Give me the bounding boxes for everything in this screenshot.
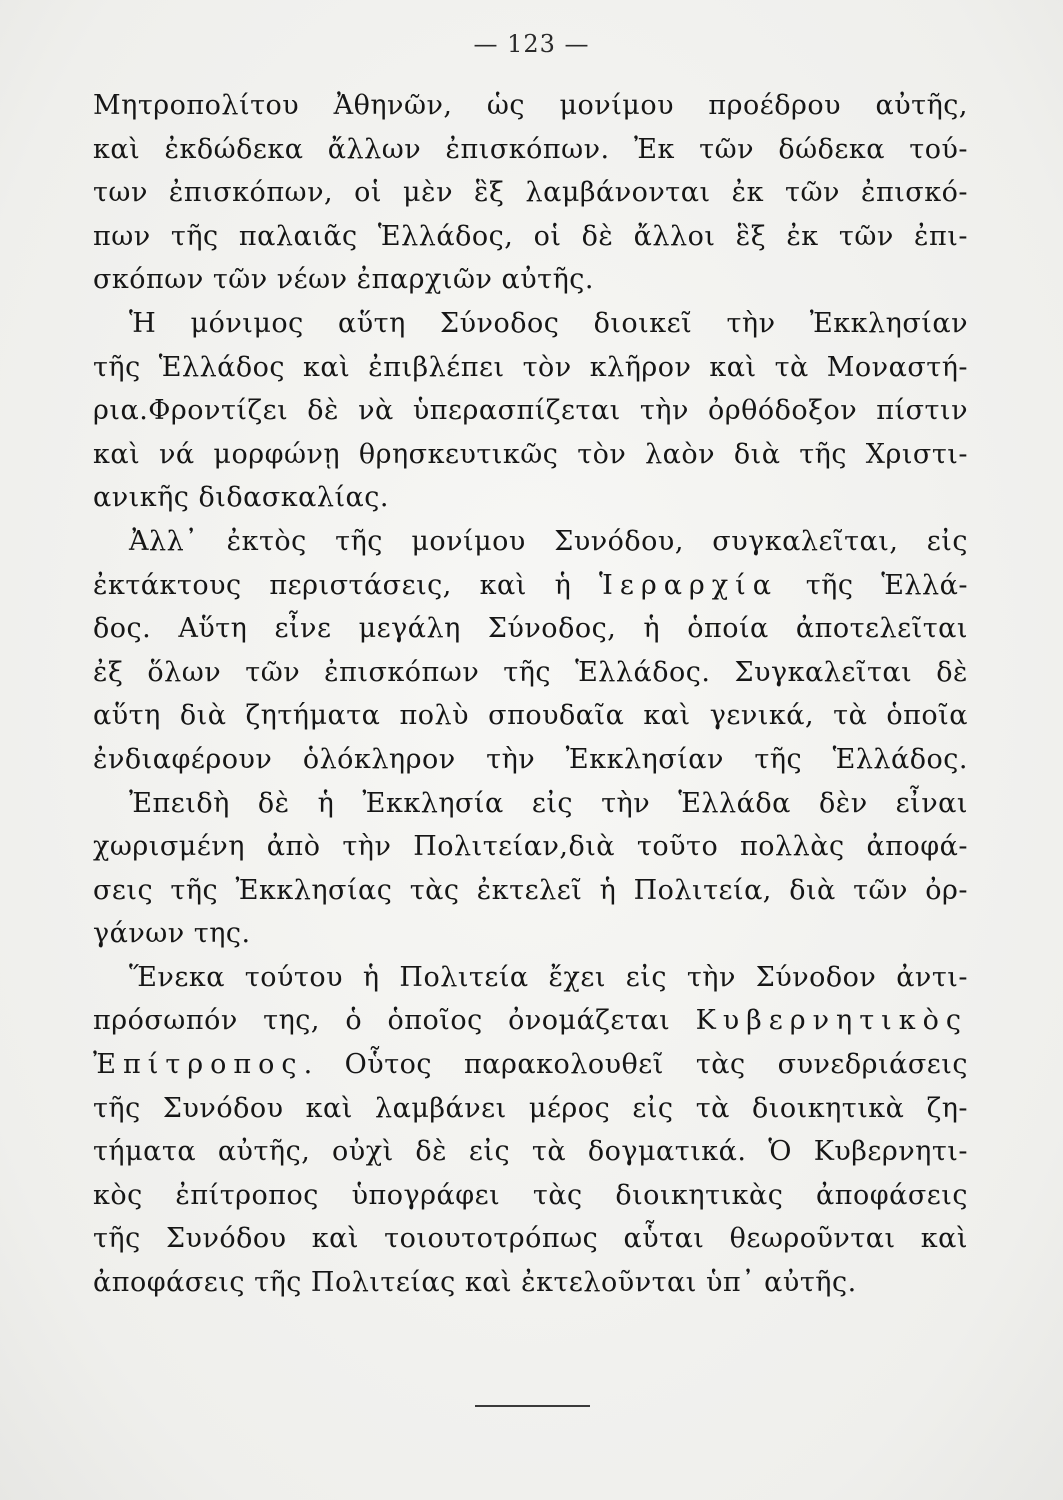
text-line: τῆς Συνόδου καὶ τοιουτοτρόπως αὗται θεωροῦνται καὶ	[93, 1223, 968, 1255]
text-line: χωρισμένη ἀπὸ τὴν Πολιτείαν,διὰ τοῦτο πολλὰς ἀποφά-	[93, 831, 968, 863]
page-number: — 123 —	[473, 30, 590, 58]
text-line: Μητροπολίτου Ἀθηνῶν, ὡς μονίμου προέδρου αὐτῆς,	[93, 90, 968, 121]
text-line-part: ἐκτάκτους περιστάσεις, καὶ ἡ	[93, 569, 599, 601]
text-line-part: τῆς Ἑλλά-	[777, 569, 969, 601]
text-line: καὶ νά μορφώνῃ θρησκευτικῶς τὸν λαὸν διὰ τῆς Χριστι-	[93, 438, 968, 470]
text-line: των ἐπισκόπων, οἱ μὲν ἓξ λαμβάνονται ἐκ τῶν ἐπισκό-	[93, 177, 968, 209]
text-line: καὶ ἐκδώδεκα ἄλλων ἐπισκόπων. Ἐκ τῶν δώδεκα τού-	[93, 133, 968, 165]
text-line: ἐξ ὅλων τῶν ἐπισκόπων τῆς Ἑλλάδος. Συγκαλεῖται δὲ	[93, 656, 968, 688]
text-line: ρια.Φροντίζει δὲ νὰ ὑπερασπίζεται τὴν ὀρθόδοξον πίστιν	[93, 395, 968, 427]
text-line: τῆς Συνόδου καὶ λαμβάνει μέρος εἰς τὰ διοικητικὰ ζη-	[93, 1092, 968, 1124]
text-line-part: . Οὗτος παρακολουθεῖ τὰς συνεδριάσεις	[303, 1049, 968, 1081]
text-line: τῆς Ἑλλάδος καὶ ἐπιβλέπει τὸν κλῆρον καὶ τὰ Μοναστή-	[93, 351, 968, 383]
text-line: αὕτη διὰ ζητήματα πολὺ σπουδαῖα καὶ γενικά, τὰ ὁποῖα	[93, 700, 968, 732]
text-line: δος. Αὕτη εἶνε μεγάλη Σύνοδος, ἡ ὁποία ἀποτελεῖται	[93, 613, 968, 645]
text-line: ἐνδιαφέρουν ὁλόκληρον τὴν Ἐκκλησίαν τῆς Ἑλλάδος.	[93, 743, 968, 775]
text-line	[93, 1043, 968, 1087]
footer-rule	[475, 1405, 590, 1407]
spaced-term: Ἐπίτροπος	[93, 1049, 304, 1081]
text-line: Ἡ μόνιμος αὕτη Σύνοδος διοικεῖ τὴν Ἐκκλησίαν	[129, 307, 968, 339]
text-line: σκόπων τῶν νέων ἐπαρχιῶν αὐτῆς.	[93, 264, 594, 296]
text-line: πων τῆς παλαιᾶς Ἑλλάδος, οἱ δὲ ἄλλοι ἓξ ἐκ τῶν ἐπι-	[93, 220, 968, 252]
text-line: τήματα αὐτῆς, οὐχὶ δὲ εἰς τὰ δογματικά. Ὁ Κυβερνητι-	[93, 1136, 968, 1168]
text-line	[93, 999, 968, 1043]
text-line: Ἀλλ᾽ ἐκτὸς τῆς μονίμου Συνόδου, συγκαλεῖται, εἰς	[129, 525, 968, 557]
text-line: Ἕνεκα τούτου ἡ Πολιτεία ἔχει εἰς τὴν Σύνοδον ἀντι-	[129, 961, 968, 993]
spaced-term: Κυβερνητικὸς	[695, 1005, 968, 1037]
spaced-term: Ἱεραρχία	[599, 569, 778, 601]
text-line-part: πρόσωπόν της, ὁ ὁποῖος ὀνομάζεται	[93, 1005, 696, 1037]
text-line	[93, 564, 968, 608]
text-line: κὸς ἐπίτροπος ὑπογράφει τὰς διοικητικὰς ἀποφάσεις	[93, 1179, 968, 1211]
body-text	[93, 84, 968, 1305]
text-line: ἀποφάσεις τῆς Πολιτείας καὶ ἐκτελοῦνται ὑπ᾽ αὐτῆς.	[93, 1267, 857, 1299]
text-line: Ἐπειδὴ δὲ ἡ Ἐκκλησία εἰς τὴν Ἑλλάδα δὲν εἶναι	[129, 787, 968, 819]
text-line: γάνων της.	[93, 918, 251, 950]
text-line: ανικῆς διδασκαλίας.	[93, 482, 389, 514]
text-line: σεις τῆς Ἐκκλησίας τὰς ἐκτελεῖ ἡ Πολιτεία, διὰ τῶν ὀρ-	[93, 874, 968, 906]
